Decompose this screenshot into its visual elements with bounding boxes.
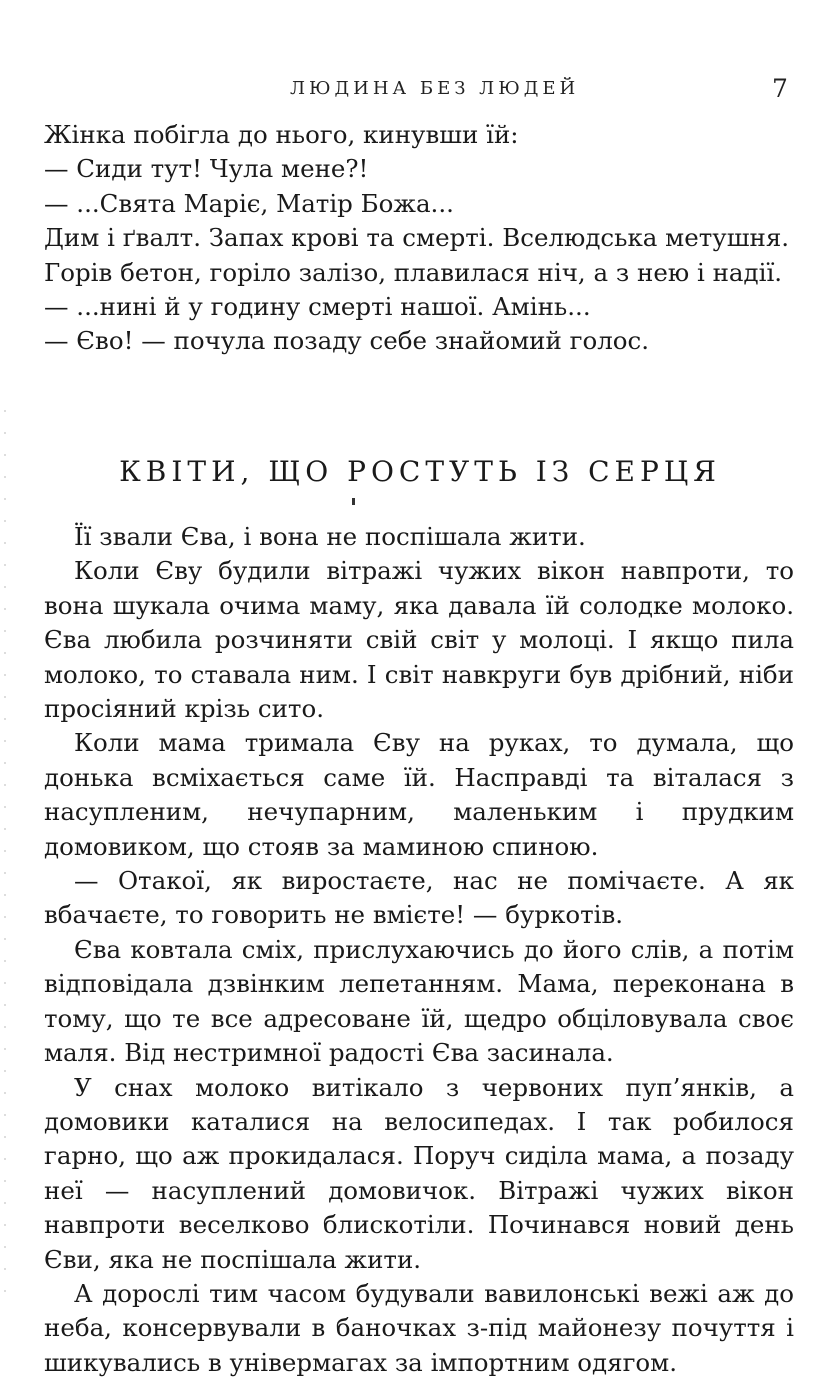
paragraph: Коли мама тримала Єву на руках, то думала, що донька всміхається саме їй. Насправді та віталася з насупленим, нечупарним, маленьким і прудким домовиком, що стояв за маминою спиною. bbox=[44, 728, 794, 861]
intro-line: — ...нині й у годину смерті нашої. Амінь... bbox=[44, 292, 591, 322]
page-number: 7 bbox=[772, 74, 788, 103]
chapter-title: КВІТИ, ЩО РОСТУТЬ ІЗ СЕРЦЯ bbox=[119, 455, 721, 488]
intro-line: — Сиди тут! Чула мене?! bbox=[44, 154, 369, 184]
print-mark bbox=[352, 498, 355, 505]
intro-line: — Єво! — почула позаду себе знайомий голос. bbox=[44, 326, 650, 356]
paragraph: Єва ковтала сміх, прислухаючись до його слів, а потім відповідала дзвінким лепетанням. Мама, переконана в тому, що те все адресоване їй, щедро обціловувала своє маля. Від нестримної радості Єва засинала. bbox=[44, 934, 794, 1068]
page-edge-texture bbox=[0, 400, 14, 1300]
intro-line: Горів бетон, горіло залізо, плавилася ніч, а з нею і надії. bbox=[44, 257, 783, 287]
intro-line: — ...Свята Маріє, Матір Божа... bbox=[44, 188, 454, 218]
paragraph: У снах молоко витікало з червоних пуп’янків, а домовики каталися на велосипедах. І так робилося гарно, що аж прокидалася. Поруч сиділа мама, а позаду неї — насуплений домовичок. Вітражі чужих вікон навпроти веселково блискотіли. Починався новий день Єви, яка не поспішала жити. bbox=[44, 1072, 794, 1274]
chapter-body bbox=[44, 520, 794, 1380]
paragraph: Її звали Єва, і вона не поспішала жити. bbox=[74, 522, 586, 551]
running-header bbox=[0, 74, 840, 104]
intro-line: Жінка побігла до нього, кинувши їй: bbox=[44, 120, 519, 149]
intro-line: Дим і ґвалт. Запах крові та смерті. Вселюдська метушня. bbox=[44, 223, 790, 253]
paragraph: Коли Єву будили вітражі чужих вікон навпроти, то вона шукала очима маму, яка давала їй солодке молоко. Єва любила розчиняти свій світ у молоці. І якщо пила молоко, то ставала ним. І світ навкруги був дрібний, ніби просіяний крізь сито. bbox=[44, 556, 794, 724]
intro-passage bbox=[44, 118, 794, 359]
paragraph: А дорослі тим часом будували вавилонські вежі аж до неба, консервували в баночках з-під майонезу почуття і шикувались в універмагах за імпортним одягом. bbox=[44, 1278, 794, 1377]
running-title: ЛЮДИНА БЕЗ ЛЮДЕЙ bbox=[290, 78, 580, 99]
paragraph: — Отакої, як виростаєте, нас не помічаєте. А як вбачаєте, то говорить не вмієте! — буркотів. bbox=[44, 866, 794, 930]
